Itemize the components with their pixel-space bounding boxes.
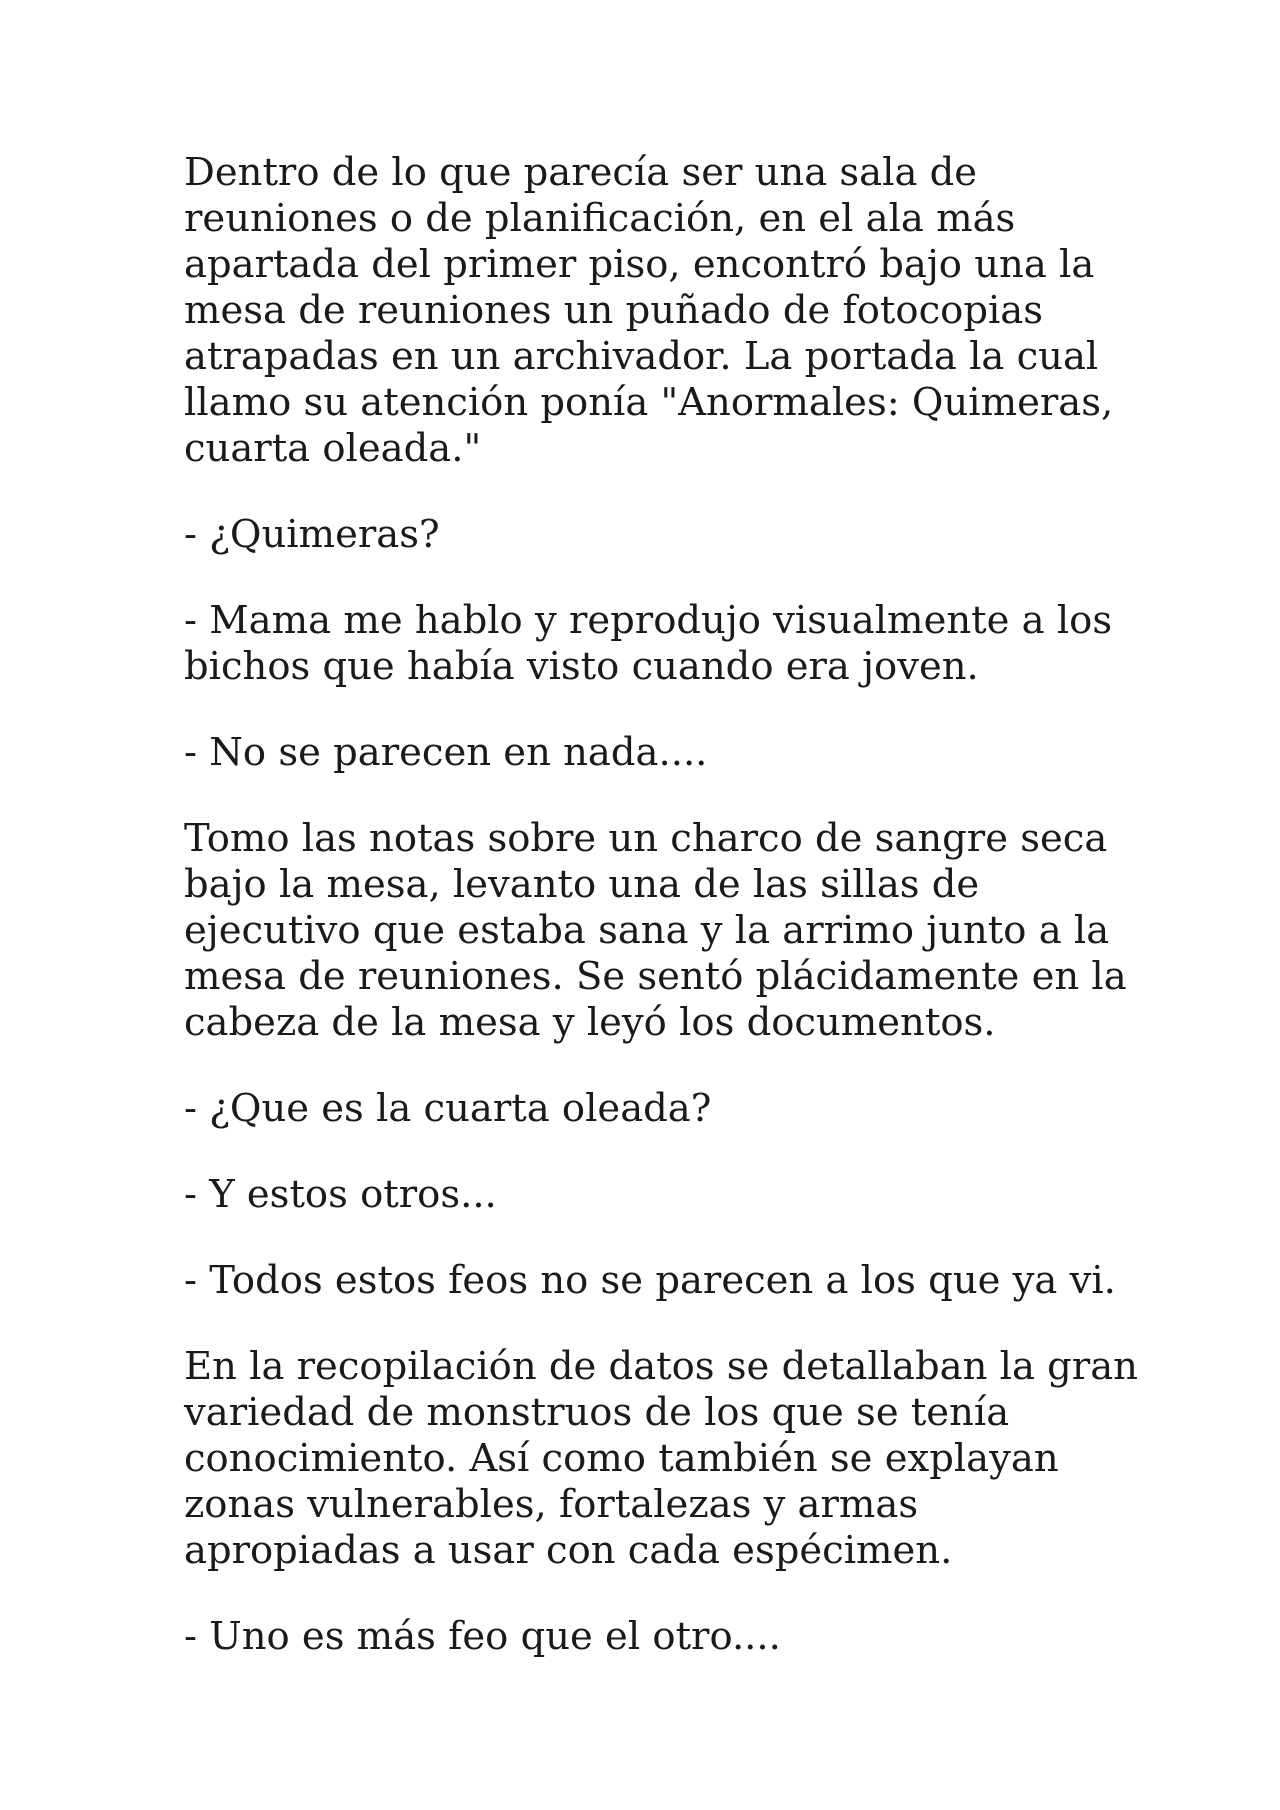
- text-line: En la recopilación de datos se detallaban la gran: [184, 1344, 1138, 1389]
- text-line: - ¿Quimeras?: [184, 512, 440, 557]
- text-line: - Mama me hablo y reprodujo visualmente a los: [184, 598, 1113, 643]
- narration-paragraph: [184, 1344, 1144, 1574]
- dialogue-paragraph: [184, 1258, 1144, 1304]
- dialogue-paragraph: [184, 1172, 1144, 1218]
- text-line: - Todos estos feos no se parecen a los que ya vi.: [184, 1258, 1116, 1303]
- text-line: bichos que había visto cuando era joven.: [184, 644, 979, 689]
- text-line: cuarta oleada.": [184, 426, 482, 471]
- text-line: ejecutivo que estaba sana y la arrimo junto a la: [184, 908, 1110, 953]
- text-line: - Uno es más feo que el otro....: [184, 1614, 781, 1659]
- text-line: apartada del primer piso, encontró bajo una la: [184, 242, 1095, 287]
- text-line: reuniones o de planificación, en el ala más: [184, 196, 1016, 241]
- dialogue-paragraph: [184, 1086, 1144, 1132]
- text-line: bajo la mesa, levanto una de las sillas de: [184, 862, 980, 907]
- text-line: conocimiento. Así como también se explayan: [184, 1436, 1059, 1481]
- text-line: variedad de monstruos de los que se tenía: [184, 1390, 1010, 1435]
- text-line: llamo su atención ponía "Anormales: Quimeras,: [184, 380, 1114, 425]
- text-line: mesa de reuniones. Se sentó plácidamente en la: [184, 954, 1127, 999]
- text-line: - ¿Que es la cuarta oleada?: [184, 1086, 712, 1131]
- dialogue-paragraph: [184, 598, 1144, 690]
- text-line: - No se parecen en nada....: [184, 730, 708, 775]
- text-line: zonas vulnerables, fortalezas y armas: [184, 1482, 919, 1527]
- narration-paragraph: [184, 150, 1144, 472]
- text-line: Tomo las notas sobre un charco de sangre seca: [184, 816, 1108, 861]
- text-line: apropiadas a usar con cada espécimen.: [184, 1528, 953, 1573]
- narration-paragraph: [184, 816, 1144, 1046]
- text-line: Dentro de lo que parecía ser una sala de: [184, 150, 978, 195]
- story-text: [184, 150, 1144, 1700]
- text-line: atrapadas en un archivador. La portada la cual: [184, 334, 1099, 379]
- dialogue-paragraph: [184, 730, 1144, 776]
- dialogue-paragraph: [184, 512, 1144, 558]
- dialogue-paragraph: [184, 1614, 1144, 1660]
- text-line: - Y estos otros...: [184, 1172, 497, 1217]
- text-line: cabeza de la mesa y leyó los documentos.: [184, 1000, 996, 1045]
- text-line: mesa de reuniones un puñado de fotocopias: [184, 288, 1043, 333]
